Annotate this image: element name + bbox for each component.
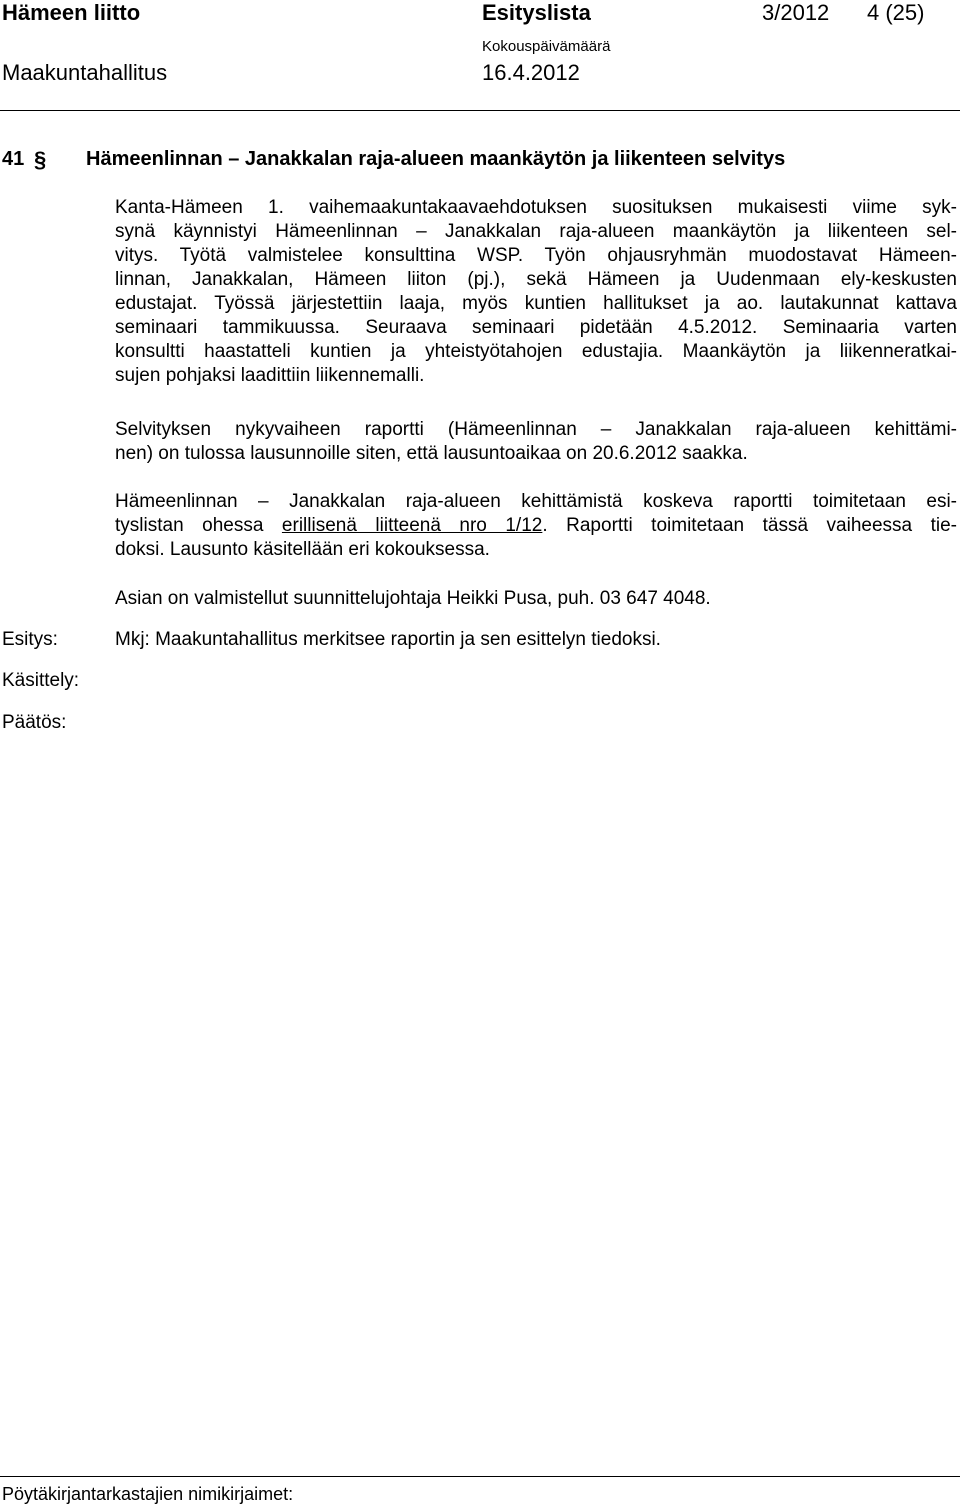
page-number: 4 (25) — [867, 0, 925, 25]
governing-body: Maakuntahallitus — [2, 60, 168, 85]
doc-type: Esityslista — [482, 0, 591, 25]
paragraph-line: synä käynnistyi Hämeenlinnan – Janakkalan raja-alueen maankäytön ja liikenteen sel- — [115, 221, 957, 242]
paragraph-line — [115, 514, 957, 538]
paragraph-line: vitys. Työtä valmistelee konsulttina WSP. Työn ohjausryhmän muodostavat Hämeen- — [115, 245, 957, 266]
paragraph-line: nen) on tulossa lausunnoille siten, että lausuntoaikaa on 20.6.2012 saakka. — [115, 443, 748, 464]
paatos-label: Päätös: — [2, 712, 67, 733]
signatures-label: Pöytäkirjantarkastajien nimikirjaimet: — [2, 1484, 294, 1504]
org-name: Hämeen liitto — [2, 0, 141, 25]
paragraph-line: Hämeenlinnan – Janakkalan raja-alueen kehittämistä koskeva raportti toimitetaan esi- — [115, 491, 957, 512]
doc-number: 3/2012 — [762, 0, 830, 25]
meeting-date-label: Kokouspäivämäärä — [482, 38, 611, 55]
section-title: Hämeenlinnan – Janakkalan raja-alueen maankäytön ja liikenteen selvitys — [86, 148, 786, 170]
header-divider — [0, 110, 960, 111]
footer-divider — [0, 1476, 960, 1477]
paragraph-preparer — [115, 587, 957, 611]
paragraph-report — [115, 490, 957, 562]
paragraph-line: sujen pohjaksi laadittiin liikennemalli. — [115, 365, 425, 386]
paragraph-status — [115, 418, 957, 466]
paragraph-line: konsultti haastatteli kuntien ja yhteistyötahojen edustajia. Maankäytön ja liikenneratkai- — [115, 341, 957, 362]
esitys-label: Esitys: — [2, 629, 58, 650]
paragraph-line: doksi. Lausunto käsitellään eri kokouksessa. — [115, 539, 490, 560]
line-text: tyslistan ohessa — [115, 515, 282, 536]
paragraph-line: Kanta-Hämeen 1. vaihemaakuntakaavaehdotuksen suosituksen mukaisesti viime syk- — [115, 197, 957, 218]
line-text: . Raportti toimitetaan tässä vaiheessa tie- — [542, 515, 957, 536]
kasittely-label: Käsittely: — [2, 670, 80, 691]
paragraph-line: linnan, Janakkalan, Hämeen liiton (pj.), sekä Hämeen ja Uudenmaan ely-keskusten — [115, 269, 957, 290]
meeting-date: 16.4.2012 — [482, 60, 580, 85]
paragraph-line: Asian on valmistellut suunnittelujohtaja Heikki Pusa, puh. 03 647 4048. — [115, 588, 711, 609]
section-number: 41 — [2, 148, 25, 170]
attachment-link[interactable]: erillisenä liitteenä nro 1/12 — [281, 515, 543, 536]
paragraph-line: edustajat. Työssä järjestettiin laaja, myös kuntien hallitukset ja ao. lautakunnat kattava — [115, 293, 957, 314]
paragraph-background — [115, 196, 957, 388]
section-sign: § — [34, 147, 47, 172]
paragraph-line: Selvityksen nykyvaiheen raportti (Hämeenlinnan – Janakkalan raja-alueen kehittämi- — [115, 419, 957, 440]
paragraph-line: seminaari tammikuussa. Seuraava seminaari pidetään 4.5.2012. Seminaaria varten — [115, 317, 957, 338]
esitys-text: Mkj: Maakuntahallitus merkitsee raportin ja sen esittelyn tiedoksi. — [115, 629, 661, 650]
